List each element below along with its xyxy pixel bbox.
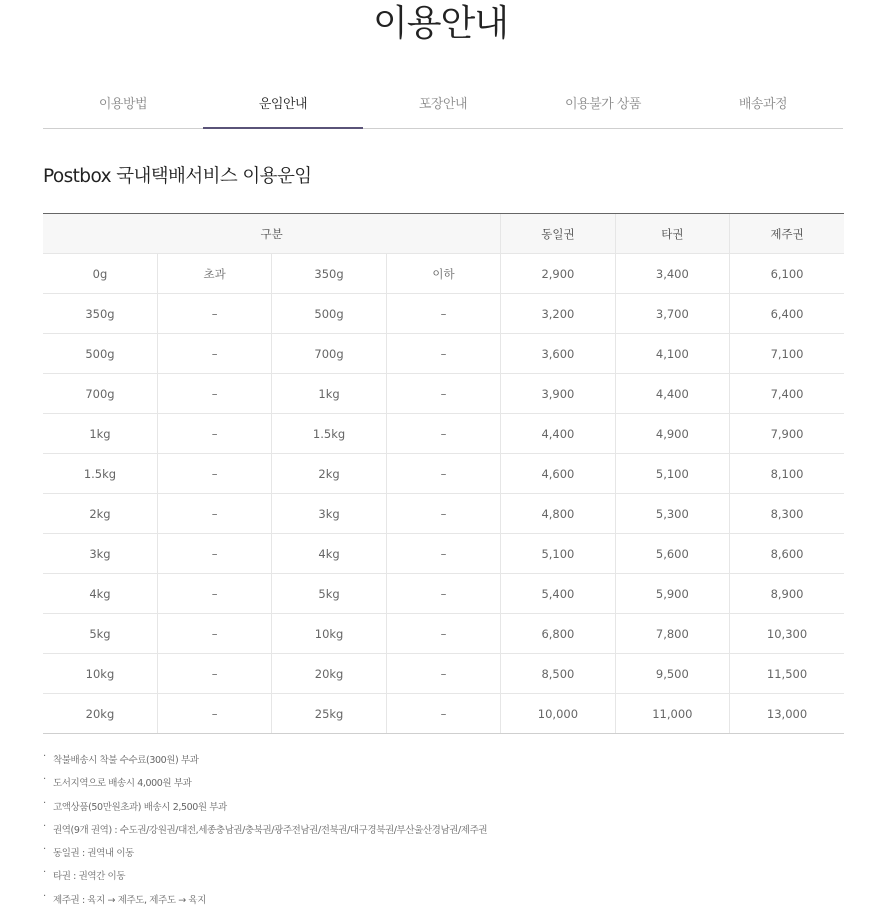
operator-to: – xyxy=(386,334,500,374)
weight-to: 2kg xyxy=(272,454,386,494)
operator-from: – xyxy=(157,574,271,614)
operator-from: – xyxy=(157,414,271,454)
bullet-icon: · xyxy=(43,820,46,832)
price-jeju: 11,500 xyxy=(730,654,844,694)
price-jeju: 7,400 xyxy=(730,374,844,414)
operator-from: – xyxy=(157,654,271,694)
note-text: 제주권 : 육지 → 제주도, 제주도 → 육지 xyxy=(53,894,206,906)
operator-from: – xyxy=(157,334,271,374)
weight-to: 25kg xyxy=(272,694,386,734)
weight-to: 4kg xyxy=(272,534,386,574)
price-same-region: 4,600 xyxy=(501,454,615,494)
header-other-region: 타권 xyxy=(615,214,729,254)
weight-from: 5kg xyxy=(43,614,157,654)
operator-from: – xyxy=(157,374,271,414)
price-other-region: 3,700 xyxy=(615,294,729,334)
note-text: 착불배송시 착불 수수료(300원) 부과 xyxy=(53,755,199,766)
section-title: Postbox 국내택배서비스 이용운임 xyxy=(43,166,312,187)
price-same-region: 3,900 xyxy=(501,374,615,414)
weight-to: 5kg xyxy=(272,574,386,614)
note-item xyxy=(43,749,487,772)
price-same-region: 5,100 xyxy=(501,534,615,574)
bullet-icon: · xyxy=(43,751,46,762)
weight-to: 1.5kg xyxy=(272,414,386,454)
price-jeju: 7,100 xyxy=(730,334,844,374)
price-jeju: 7,900 xyxy=(730,414,844,454)
price-other-region: 4,900 xyxy=(615,414,729,454)
weight-to: 700g xyxy=(272,334,386,374)
operator-to: – xyxy=(386,614,500,654)
table-row xyxy=(43,694,844,734)
weight-from: 1.5kg xyxy=(43,454,157,494)
price-same-region: 10,000 xyxy=(501,694,615,734)
note-item xyxy=(43,865,487,888)
price-other-region: 11,000 xyxy=(615,694,729,734)
price-other-region: 4,100 xyxy=(615,334,729,374)
price-jeju: 8,100 xyxy=(730,454,844,494)
tab-packaging-guide[interactable]: 포장안내 xyxy=(418,97,468,112)
table-row xyxy=(43,654,844,694)
price-jeju: 8,900 xyxy=(730,574,844,614)
note-text: 고액상품(50만원초과) 배송시 2,500원 부과 xyxy=(53,801,227,813)
header-same-region: 동일권 xyxy=(501,214,615,254)
bullet-icon: · xyxy=(43,844,46,856)
operator-to: – xyxy=(386,374,500,414)
weight-to: 1kg xyxy=(272,374,386,414)
price-jeju: 10,300 xyxy=(730,614,844,654)
note-item xyxy=(43,842,487,865)
weight-from: 350g xyxy=(43,294,157,334)
weight-from: 4kg xyxy=(43,574,157,614)
weight-from: 700g xyxy=(43,374,157,414)
table-row xyxy=(43,294,844,334)
price-other-region: 9,500 xyxy=(615,654,729,694)
weight-from: 1kg xyxy=(43,414,157,454)
note-text: 동일권 : 권역내 이동 xyxy=(53,848,134,860)
weight-to: 500g xyxy=(272,294,386,334)
operator-from: – xyxy=(157,494,271,534)
table-row xyxy=(43,374,844,414)
operator-to: – xyxy=(386,534,500,574)
price-other-region: 4,400 xyxy=(615,374,729,414)
price-jeju: 6,100 xyxy=(730,254,844,294)
notes-list xyxy=(43,749,487,912)
operator-to: – xyxy=(386,454,500,494)
weight-from: 20kg xyxy=(43,694,157,734)
price-same-region: 4,400 xyxy=(501,414,615,454)
weight-from: 3kg xyxy=(43,534,157,574)
weight-from: 10kg xyxy=(43,654,157,694)
operator-to: – xyxy=(386,294,500,334)
table-row xyxy=(43,494,844,534)
price-same-region: 8,500 xyxy=(501,654,615,694)
operator-from: – xyxy=(157,614,271,654)
price-other-region: 5,600 xyxy=(615,534,729,574)
bullet-icon: · xyxy=(43,890,46,902)
operator-from: – xyxy=(157,294,271,334)
table-row xyxy=(43,334,844,374)
operator-to: – xyxy=(386,654,500,694)
note-text: 도서지역으로 배송시 4,000원 부과 xyxy=(53,778,192,790)
operator-from: – xyxy=(157,454,271,494)
note-item xyxy=(43,889,487,912)
weight-to: 350g xyxy=(272,254,386,294)
operator-to: – xyxy=(386,494,500,534)
price-same-region: 4,800 xyxy=(501,494,615,534)
table-row xyxy=(43,254,844,294)
price-jeju: 8,300 xyxy=(730,494,844,534)
price-jeju: 8,600 xyxy=(730,534,844,574)
price-same-region: 5,400 xyxy=(501,574,615,614)
price-jeju: 6,400 xyxy=(730,294,844,334)
weight-from: 0g xyxy=(43,254,157,294)
table-row xyxy=(43,414,844,454)
operator-from: 초과 xyxy=(157,254,271,294)
table-header-row xyxy=(43,214,844,254)
price-other-region: 3,400 xyxy=(615,254,729,294)
weight-to: 3kg xyxy=(272,494,386,534)
note-text: 권역(9개 권역) : 수도권/강원권/대전,세종충남권/충북권/광주전남권/전북권/대구경북권/부산울산경남권/제주권 xyxy=(53,824,488,836)
note-item xyxy=(43,819,487,842)
operator-to: – xyxy=(386,574,500,614)
table-row xyxy=(43,534,844,574)
rate-table xyxy=(43,213,844,734)
operator-from: – xyxy=(157,694,271,734)
tab-prohibited-items[interactable]: 이용불가 상품 xyxy=(565,97,641,112)
note-text: 타권 : 권역간 이동 xyxy=(53,871,126,883)
table-row xyxy=(43,614,844,654)
note-item xyxy=(43,772,487,795)
tab-shipping-rates[interactable]: 운임안내 xyxy=(203,86,363,128)
bullet-icon: · xyxy=(43,774,46,786)
note-item xyxy=(43,796,487,819)
tab-bar xyxy=(43,86,843,129)
price-other-region: 5,900 xyxy=(615,574,729,614)
bullet-icon: · xyxy=(43,797,46,809)
price-same-region: 3,200 xyxy=(501,294,615,334)
price-same-region: 3,600 xyxy=(501,334,615,374)
header-jeju: 제주권 xyxy=(730,214,844,254)
price-same-region: 2,900 xyxy=(501,254,615,294)
price-other-region: 7,800 xyxy=(615,614,729,654)
weight-from: 500g xyxy=(43,334,157,374)
bullet-icon: · xyxy=(43,867,46,879)
price-same-region: 6,800 xyxy=(501,614,615,654)
tab-delivery-process[interactable]: 배송과정 xyxy=(738,97,788,112)
operator-from: – xyxy=(157,534,271,574)
table-row xyxy=(43,454,844,494)
price-other-region: 5,100 xyxy=(615,454,729,494)
operator-to: – xyxy=(386,414,500,454)
price-jeju: 13,000 xyxy=(730,694,844,734)
table-row xyxy=(43,574,844,614)
header-category: 구분 xyxy=(43,214,501,254)
tab-usage-method[interactable]: 이용방법 xyxy=(98,97,148,112)
weight-from: 2kg xyxy=(43,494,157,534)
operator-to: – xyxy=(386,694,500,734)
weight-to: 20kg xyxy=(272,654,386,694)
page-title: 이용안내 xyxy=(372,3,509,44)
operator-to: 이하 xyxy=(386,254,500,294)
weight-to: 10kg xyxy=(272,614,386,654)
price-other-region: 5,300 xyxy=(615,494,729,534)
